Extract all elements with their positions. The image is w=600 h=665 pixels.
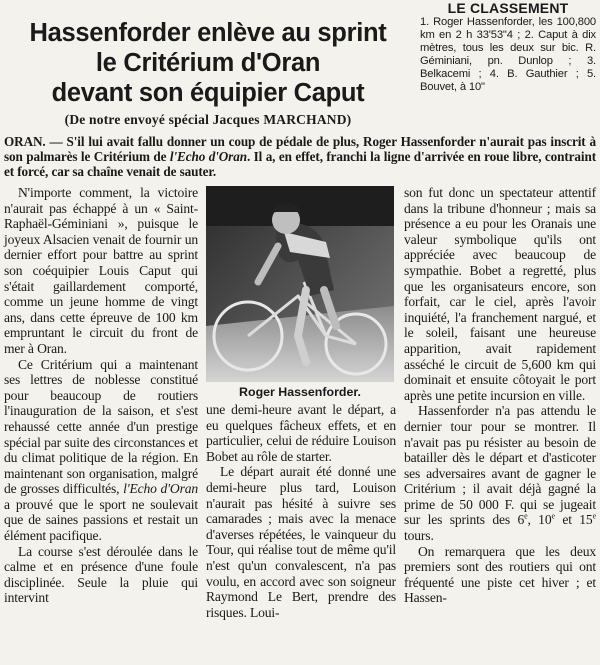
headline-line-3: devant son équipier Caput <box>51 79 365 107</box>
byline: (De notre envoyé spécial Jacques MARCHAND) <box>64 112 352 127</box>
column3-paragraph-2-mid: , 10 <box>527 512 552 528</box>
column1-newspaper-name: l'Echo d'Oran <box>123 481 198 497</box>
column3-paragraph-2 <box>404 403 596 543</box>
column3-paragraph-1: son fut donc un spectateur attentif dans la tribune d'honneur ; mais sa présence a eu pour les Oranais une valeur symbolique qu'ils ont appréciée avec beaucoup de sympathie. Bobet a regretté, plus que les organisateurs encore, son forfait, car le ciel, après l'avoir inquiété, l'a franchement nargué, et le soleil, faisant une heureuse apparition, avait rapidement asséché le circuit de 5,600 km qui dominait et ensuite côtoyait le port après une petite incursion en ville. <box>404 185 596 403</box>
column1-paragraph-2-end: a prouvé que le sport ne soulevait que de saines passions et restait un élément pacifique. <box>4 496 198 544</box>
lead-text-1: ORAN. — S'il lui avait fallu donner un coup de pédale de plus, Roger Hassenforder n'aurait pas inscrit à son palmarès le Critérium de <box>4 134 596 164</box>
column1-paragraph-3: La course s'est déroulée dans le calme et en présence d'une foule disciplinée. Seule la pluie qui intervint <box>4 543 198 606</box>
ordinal-suffix-2: e <box>551 511 555 521</box>
cyclist-photo-image <box>206 186 394 382</box>
lead-paragraph <box>4 134 596 179</box>
lead-text-2: . Il a, en effet, franchi la ligne d'arrivée en roue libre, contraint et forcé, car sa chaîne venait de sauter. <box>4 149 597 179</box>
column1-paragraph-2-text: Ce Critérium qui a maintenant ses lettres de noblesse constitué pour beaucoup de routiers l'inauguration de la saison, et s'est rehaussé cette année d'un prestige spécial par suite des circonstances et du climat politique de la région. En maintenant son organisation, malgré de grosses difficultés, <box>4 356 198 497</box>
article-column-2 <box>206 402 396 620</box>
headline-line-1: Hassenforder enlève au sprint <box>29 19 387 47</box>
classement-title: LE CLASSEMENT <box>447 0 569 16</box>
article-column-1 <box>4 185 198 606</box>
classement-text: 1. Roger Hassenforder, les 100,800 km en 2 h 33'53"4 ; 2. Caput à dix mètres, tous les deux sur bic. R. Géminiani, pn. Dunlop ; 3. Belkacemi ; 4. B. Gauthier ; 5. Bouvet, à 10" <box>420 16 596 93</box>
column3-paragraph-2-mid2: et 15 <box>554 512 593 528</box>
headline <box>4 18 412 108</box>
photo-caption: Roger Hassenforder. <box>239 385 361 399</box>
article-column-3 <box>404 185 596 606</box>
column1-paragraph-1: N'importe comment, la victoire n'aurait pas échappé à un « Saint-Raphaël-Géminiani », puisque le joyeux Alsacien venait de fournir un dernier effort pour battre au sprint son coéquipier Louis Caput qui s'était gaillardement comporté, comme un jeune homme de vingt ans, dans cette épreuve de 100 km empruntant le circuit du front de mer à Oran. <box>4 185 198 356</box>
column3-paragraph-2-text: Hassenforder n'a pas attendu le dernier tour pour se montrer. Il n'avait pas pu résister au besoin de batailler dès le départ et d'asticoter ses adversaires avant de gagner le Critérium ; il avait déjà gagné la prime de 50 000 F. qui se jugeait sur les sprints des 6 <box>404 403 596 528</box>
column2-paragraph-1: une demi-heure avant le départ, a eu quelques fâcheux effets, et en particulier, celui de réduire Louison Bobet au rôle de starter. <box>206 402 396 464</box>
ordinal-suffix-3: e <box>592 511 596 521</box>
cyclist-photo <box>206 186 394 382</box>
lead-newspaper-name: l'Echo d'Oran <box>169 149 247 164</box>
column1-paragraph-2 <box>4 357 198 544</box>
column3-paragraph-2-end: tours. <box>404 528 434 544</box>
ordinal-suffix-1: e <box>524 511 528 521</box>
classement-box <box>420 0 596 94</box>
column3-paragraph-3: On remarquera que les deux premiers sont des routiers qui ont fréquenté une piste cet hiver ; et Hassen- <box>404 543 596 606</box>
headline-line-2: le Critérium d'Oran <box>95 49 321 77</box>
column2-paragraph-2: Le départ aurait été donné une demi-heure plus tard, Louison n'aurait pas hésité à suivre ses camarades ; mais avec la menace d'averses répétées, le vainqueur du Tour, qui réalise tout de même qu'il n'est qu'un convalescent, n'a pas voulu, en accord avec son soigneur Raymond Le Bert, prendre des risques. Loui- <box>206 464 396 620</box>
